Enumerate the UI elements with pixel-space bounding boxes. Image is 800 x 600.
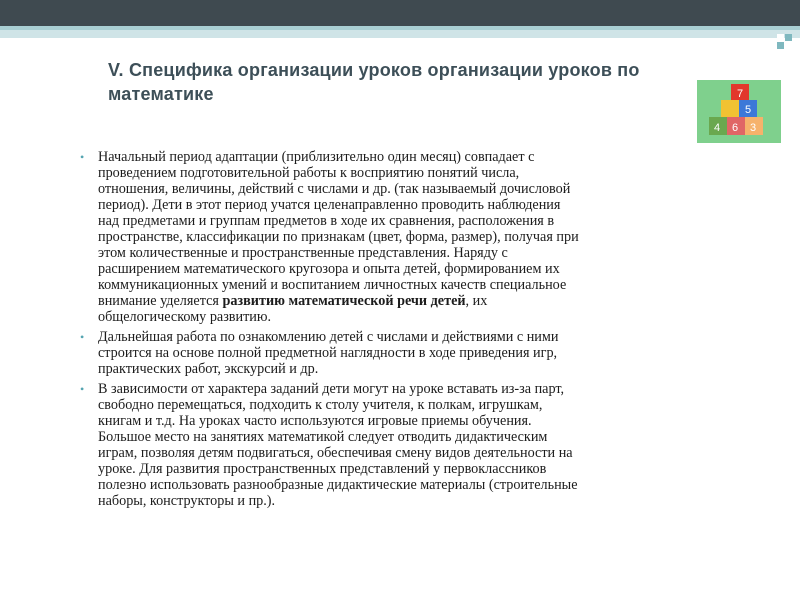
text-line: полезно использовать разнообразные дидактические материалы (строительные bbox=[98, 477, 578, 493]
text-line: этом количественные и пространственные представления. Наряду с bbox=[98, 245, 508, 261]
text-line: В зависимости от характера заданий дети могут на уроке вставать из-за парт, bbox=[98, 381, 565, 397]
text-line: играм, позволяя детям подвигаться, обеспечивая смену видов деятельности на bbox=[98, 445, 573, 461]
list-item bbox=[78, 329, 728, 377]
text-segment: , их bbox=[465, 293, 488, 309]
title-line: V. Специфика организации уроков организации уроков по bbox=[108, 60, 640, 80]
text-line bbox=[98, 293, 728, 309]
cubes-icon bbox=[697, 80, 781, 143]
text-line: период). Дети в этот период учатся целенаправленно проводить наблюдения bbox=[98, 197, 561, 213]
cube-digit: 3 bbox=[750, 122, 757, 134]
text-line: книгам и т.д. На уроках часто используются игровые приемы обучения. bbox=[98, 413, 532, 429]
text-segment: внимание уделяется bbox=[98, 293, 223, 309]
text-line: расширением математического кругозора и опыта детей, формированием их bbox=[98, 261, 560, 277]
text-line: строится на основе полной предметной наглядности в ходе приведения игр, bbox=[98, 345, 558, 361]
text-line: Начальный период адаптации (приблизительно один месяц) совпадает с bbox=[98, 149, 535, 165]
text-line: проведением подготовительной работы к восприятию понятий числа, bbox=[98, 165, 520, 181]
title-line: математике bbox=[108, 84, 214, 104]
cube-digit: 6 bbox=[732, 122, 739, 134]
corner-square-icon bbox=[785, 42, 792, 49]
corner-square-icon bbox=[777, 42, 784, 49]
corner-square-icon bbox=[777, 34, 784, 41]
text-line: отношения, величины, действий с числами и др. (так называемый дочисловой bbox=[98, 181, 571, 197]
top-header-bar bbox=[0, 0, 800, 26]
list-item bbox=[78, 381, 728, 509]
text-line: наборы, конструкторы и пр.). bbox=[98, 493, 276, 509]
bold-emphasis: развитию математической речи детей bbox=[222, 293, 466, 309]
text-line: пространстве, классификации по признакам (цвет, форма, размер), получая при bbox=[98, 229, 579, 245]
list-item bbox=[78, 149, 728, 325]
bullet-list bbox=[78, 149, 728, 513]
cube-digit: 7 bbox=[737, 88, 744, 100]
text-line: уроке. Для развития пространственных представлений у первоклассников bbox=[98, 461, 547, 477]
cube-digit: 4 bbox=[714, 122, 721, 134]
text-line: практических работ, экскурсий и др. bbox=[98, 361, 319, 377]
slide-title bbox=[108, 58, 698, 106]
corner-square-icon bbox=[785, 34, 792, 41]
text-line: над предметами и группам предметов в ходе их сравнения, расположения в bbox=[98, 213, 555, 229]
text-line: свободно перемещаться, подходить к столу учителя, к полкам, игрушкам, bbox=[98, 397, 543, 413]
text-line: коммуникационных умений и воспитанием личностных качеств специальное bbox=[98, 277, 567, 293]
text-line: Дальнейшая работа по ознакомлению детей с числами и действиями с ними bbox=[98, 329, 559, 345]
accent-stripe-light bbox=[0, 30, 800, 38]
bullet-icon: • bbox=[80, 382, 85, 396]
bullet-icon: • bbox=[80, 330, 85, 344]
cube-digit: 5 bbox=[745, 104, 752, 116]
text-line: Большое место на занятиях математикой следует отводить дидактическим bbox=[98, 429, 548, 445]
text-line: общелогическому развитию. bbox=[98, 309, 272, 325]
bullet-icon: • bbox=[80, 150, 85, 164]
number-cubes-image bbox=[697, 80, 781, 143]
